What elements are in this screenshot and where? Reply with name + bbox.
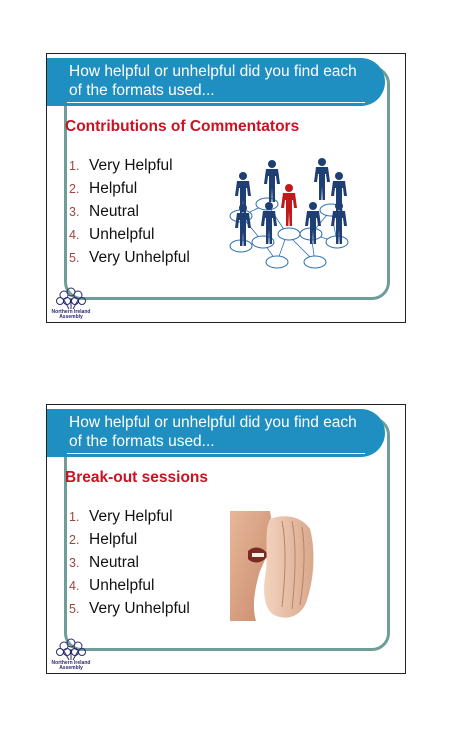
flax-flower-icon	[55, 286, 87, 310]
banner-underline	[67, 102, 365, 103]
option-label: Very Helpful	[89, 157, 173, 174]
option-label: Very Unhelpful	[89, 600, 190, 617]
option-label: Helpful	[89, 531, 138, 548]
option-number: 5.	[69, 251, 80, 265]
red-figure	[281, 184, 297, 226]
face	[230, 511, 272, 621]
slide-title	[69, 62, 379, 100]
option-item	[69, 203, 190, 226]
assembly-logo	[51, 637, 91, 671]
answer-options	[69, 157, 190, 272]
teeth	[252, 553, 264, 557]
network-people-image	[227, 158, 351, 276]
option-label: Helpful	[89, 180, 138, 197]
logo-line-1: Northern Ireland	[51, 309, 91, 315]
option-label: Neutral	[89, 554, 139, 571]
option-item	[69, 600, 190, 623]
option-item	[69, 157, 190, 180]
option-number: 2.	[69, 182, 80, 196]
logo-line-2: Assembly	[59, 314, 83, 320]
option-item	[69, 180, 190, 203]
logo-text	[51, 661, 91, 671]
option-number: 5.	[69, 602, 80, 616]
option-label: Very Unhelpful	[89, 249, 190, 266]
slide-1	[46, 53, 406, 323]
option-item	[69, 508, 190, 531]
flax-flower-icon	[55, 637, 87, 661]
option-number: 1.	[69, 510, 80, 524]
option-label: Neutral	[89, 203, 139, 220]
option-label: Unhelpful	[89, 577, 155, 594]
option-item	[69, 531, 190, 554]
banner-underline	[67, 453, 365, 454]
slide-subtitle: Break-out sessions	[65, 469, 208, 486]
option-number: 3.	[69, 205, 80, 219]
slide-title-line-2: of the formats used...	[69, 433, 215, 450]
slide-subtitle: Contributions of Commentators	[65, 118, 300, 135]
hand	[264, 516, 313, 617]
slide-title-line-2: of the formats used...	[69, 82, 215, 99]
assembly-logo	[51, 286, 91, 320]
option-number: 2.	[69, 533, 80, 547]
slide-title	[69, 413, 379, 451]
option-number: 4.	[69, 228, 80, 242]
option-number: 1.	[69, 159, 80, 173]
option-number: 3.	[69, 556, 80, 570]
slide-title-line-1: How helpful or unhelpful did you find each	[69, 63, 357, 80]
logo-text	[51, 310, 91, 320]
whisper-hand-image	[230, 511, 316, 621]
option-item	[69, 577, 190, 600]
slide-2	[46, 404, 406, 674]
option-label: Very Helpful	[89, 508, 173, 525]
answer-options	[69, 508, 190, 623]
option-item	[69, 554, 190, 577]
logo-line-2: Assembly	[59, 665, 83, 671]
slide-title-line-1: How helpful or unhelpful did you find each	[69, 414, 357, 431]
option-label: Unhelpful	[89, 226, 155, 243]
option-number: 4.	[69, 579, 80, 593]
option-item	[69, 226, 190, 249]
logo-line-1: Northern Ireland	[51, 660, 91, 666]
option-item	[69, 249, 190, 272]
